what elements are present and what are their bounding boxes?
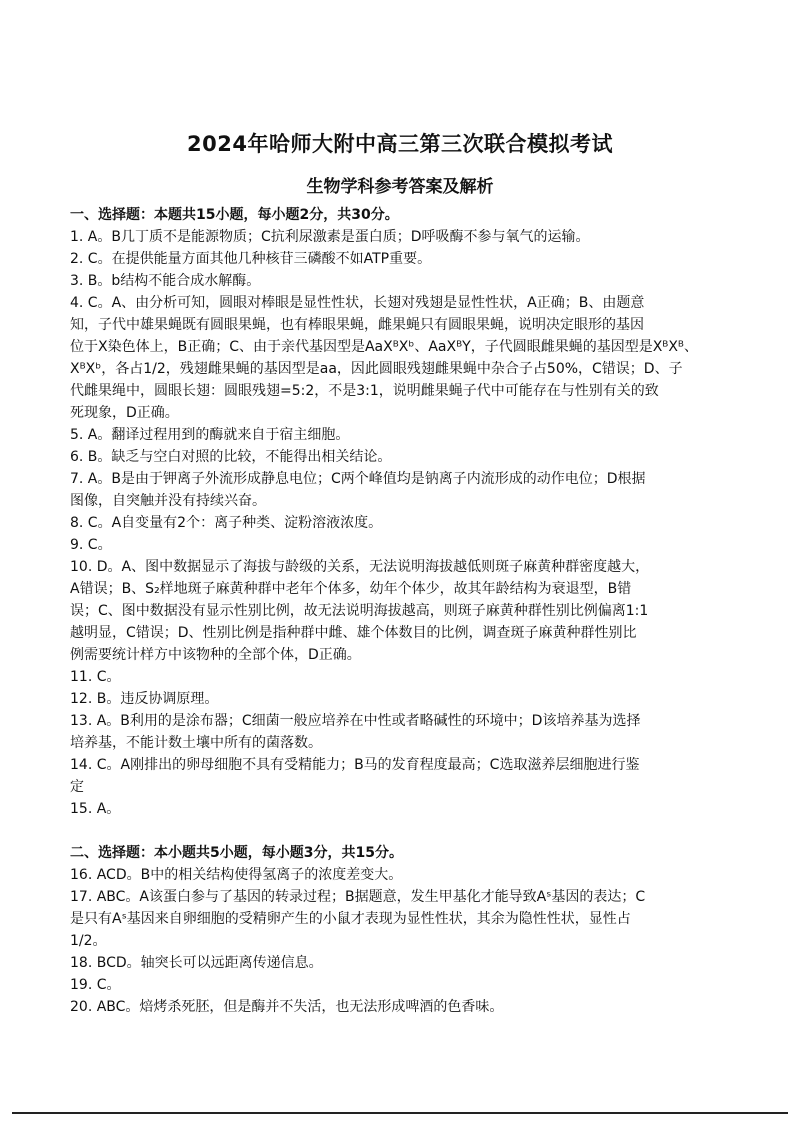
answer-line: 9. C。 [70,537,112,553]
answer-line: 是只有Aˢ基因来自卵细胞的受精卵产生的小鼠才表现为显性性状，其余为隐性性状，显性占 [70,911,631,927]
answer-line: 定 [70,779,84,795]
answer-body [70,204,738,1018]
answer-line: 死现象，D正确。 [70,405,179,421]
section-gap [70,820,738,842]
answer-line: 17. ABC。A该蛋白参与了基因的转录过程；B据题意，发生甲基化才能导致Aˢ基因的表达；C [70,889,646,905]
answer-line: 14. C。A刚排出的卵母细胞不具有受精能力；B马的发育程度最高；C选取滋养层细胞进行鉴 [70,757,640,773]
answer-line: 误；C、图中数据没有显示性别比例，故无法说明海拔越高，则斑子麻黄种群性别比例偏离1:1 [70,603,649,619]
answer-line: 3. B。b结构不能合成水解酶。 [70,273,261,289]
answer-line: 代雌果绳中，圆眼长翅：圆眼残翅=5:2，不是3:1，说明雌果蝇子代中可能存在与性别有关的致 [70,383,659,399]
answer-line: 11. C。 [70,669,121,685]
answer-line: 图像，自突触并没有持续兴奋。 [70,493,266,509]
answer-line: 培养基，不能计数土壤中所有的菌落数。 [70,735,322,751]
answer-line: 例需要统计样方中该物种的全部个体，D正确。 [70,647,361,663]
section2-answers [70,864,738,1018]
answer-line: 知，子代中雄果蝇既有圆眼果蝇，也有棒眼果蝇，雌果蝇只有圆眼果蝇，说明决定眼形的基因 [70,317,644,333]
page-subtitle: 生物学科参考答案及解析 [306,177,494,197]
section1-heading: 一、选择题：本题共15小题，每小题2分，共30分。 [70,207,399,223]
answer-line: 16. ACD。B中的相关结构使得氢离子的浓度差变大。 [70,867,403,883]
answer-line: XᴮXᵇ，各占1/2，残翅雌果蝇的基因型是aa，因此圆眼残翅雌果蝇中杂合子占50%，C错误；D、子 [70,361,683,377]
answer-line: 12. B。违反协调原理。 [70,691,219,707]
answer-line: 位于X染色体上，B正确；C、由于亲代基因型是AaXᴮXᵇ、AaXᴮY，子代圆眼雌果蝇的基因型是XᴮXᴮ、 [70,339,698,355]
answer-line: 1/2。 [70,933,107,949]
bottom-rule [12,1112,788,1114]
answer-line: 15. A。 [70,801,121,817]
answer-line: 4. C。A、由分析可知，圆眼对棒眼是显性性状，长翅对残翅是显性性状，A正确；B、由题意 [70,295,645,311]
answer-line: 1. A。B几丁质不是能源物质；C抗利尿激素是蛋白质；D呼吸酶不参与氧气的运输。 [70,229,590,245]
answer-line: 13. A。B利用的是涂布器；C细菌一般应培养在中性或者略碱性的环境中；D该培养基为选择 [70,713,641,729]
answer-line: 19. C。 [70,977,121,993]
answer-line: 6. B。缺乏与空白对照的比较，不能得出相关结论。 [70,449,392,465]
answer-line: 2. C。在提供能量方面其他几种核苷三磷酸不如ATP重要。 [70,251,432,267]
answer-line: A错误；B、S₂样地斑子麻黄种群中老年个体多，幼年个体少，故其年龄结构为衰退型，B错 [70,581,632,597]
section2-heading: 二、选择题：本小题共5小题，每小题3分，共15分。 [70,845,403,861]
answer-line: 10. D。A、图中数据显示了海拔与龄级的关系，无法说明海拔越低则斑子麻黄种群密度越大， [70,559,650,575]
section1-answers [70,226,738,820]
answer-line: 8. C。A自变量有2个：离子种类、淀粉溶液浓度。 [70,515,383,531]
answer-line: 20. ABC。焙烤杀死胚，但是酶并不失活，也无法形成啤酒的色香味。 [70,999,504,1015]
answer-line: 18. BCD。轴突长可以远距离传递信息。 [70,955,323,971]
answer-line: 越明显，C错误；D、性别比例是指种群中雌、雄个体数目的比例，调查斑子麻黄种群性别比 [70,625,637,641]
answer-line: 7. A。B是由于钾离子外流形成静息电位；C两个峰值均是钠离子内流形成的动作电位；D根据 [70,471,646,487]
answer-line: 5. A。翻译过程用到的酶就来自于宿主细胞。 [70,427,350,443]
page-title: 2024年哈师大附中高三第三次联合模拟考试 [187,132,613,156]
